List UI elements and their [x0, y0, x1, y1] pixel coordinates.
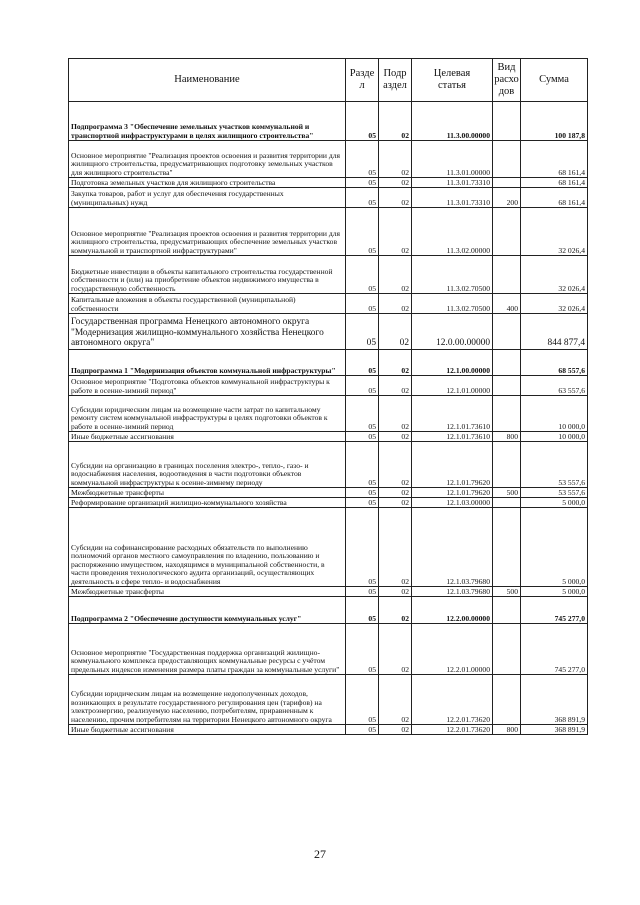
table-row: [69, 350, 588, 376]
row-podrazdel: 02: [379, 350, 412, 376]
row-podrazdel: 02: [379, 376, 412, 396]
row-vid-raskhodov: [493, 102, 521, 141]
row-name: Реформирование организаций жилищно-коммунального хозяйства: [69, 498, 346, 508]
row-tselevaya-statya: 11.3.01.73310: [412, 188, 493, 208]
table-row: [69, 597, 588, 624]
row-vid-raskhodov: [493, 376, 521, 396]
row-podrazdel: 02: [379, 587, 412, 597]
row-summa: 68 161,4: [521, 188, 588, 208]
row-razdel: 05: [346, 725, 379, 735]
table-row: [69, 396, 588, 432]
row-tselevaya-statya: 12.1.03.79680: [412, 587, 493, 597]
row-name: Подпрограмма 2 "Обеспечение доступности коммунальных услуг": [69, 597, 346, 624]
row-name: Межбюджетные трансферты: [69, 587, 346, 597]
row-razdel: 05: [346, 178, 379, 188]
row-vid-raskhodov: [493, 314, 521, 350]
row-name: Субсидии на организацию в границах поселения электро-, тепло-, газо- и водоснабжения населения, водоотведения в части подготовки объектов коммунальной инфраструктуры к осенне-зимнему периоду: [69, 442, 346, 488]
header-podrazdel: Подр аздел: [379, 59, 412, 102]
header-summa: Сумма: [521, 59, 588, 102]
row-podrazdel: 02: [379, 725, 412, 735]
row-razdel: 05: [346, 141, 379, 178]
row-podrazdel: 02: [379, 508, 412, 587]
row-summa: 5 000,0: [521, 587, 588, 597]
row-podrazdel: 02: [379, 102, 412, 141]
row-tselevaya-statya: 12.2.00.00000: [412, 597, 493, 624]
row-vid-raskhodov: [493, 178, 521, 188]
page-number: 27: [314, 847, 326, 861]
row-summa: 5 000,0: [521, 498, 588, 508]
row-summa: 844 877,4: [521, 314, 588, 350]
row-vid-raskhodov: 200: [493, 188, 521, 208]
row-podrazdel: 02: [379, 624, 412, 675]
row-name: Субсидии на софинансирование расходных обязательств по выполнению полномочий органов местного самоуправления по владению, пользованию и распоряжению имуществом, находящимся в муниципальной собственности, в части проведения технологического аудита организаций, осуществляющих деятельность в сфере тепло- и водоснабжения: [69, 508, 346, 587]
row-summa: 68 557,6: [521, 350, 588, 376]
row-razdel: 05: [346, 442, 379, 488]
row-name: Основное мероприятие "Реализация проектов освоения и развития территории для жилищного строительства, предусматривающих подготовку земельных участков для жилищного строительства": [69, 141, 346, 178]
row-podrazdel: 02: [379, 314, 412, 350]
row-name: Основное мероприятие "Реализация проектов освоения и развития территории для жилищного строительства, предусматривающих обеспечение земельных участков коммунальной и транспортной инфраструктурами": [69, 208, 346, 256]
row-podrazdel: 02: [379, 188, 412, 208]
row-summa: 68 161,4: [521, 178, 588, 188]
row-podrazdel: 02: [379, 294, 412, 314]
row-tselevaya-statya: 12.2.01.73620: [412, 675, 493, 725]
row-razdel: 05: [346, 350, 379, 376]
row-name: Государственная программа Ненецкого автономного округа "Модернизация жилищно-коммунального хозяйства Ненецкого автономного округа": [69, 314, 346, 350]
header-razdel: Разде л: [346, 59, 379, 102]
row-vid-raskhodov: [493, 597, 521, 624]
table-row: [69, 314, 588, 350]
row-vid-raskhodov: 400: [493, 294, 521, 314]
row-name: Подготовка земельных участков для жилищного строительства: [69, 178, 346, 188]
row-vid-raskhodov: [493, 675, 521, 725]
table-row: [69, 188, 588, 208]
row-name: Субсидии юридическим лицам на возмещение недополученных доходов, возникающих в результате государственного регулирования цен (тарифов) на электроэнергию, реализуемую населению, потребителям, приравненным к населению, прочим потребителям на территории Ненецкого автономного округа: [69, 675, 346, 725]
row-razdel: 05: [346, 294, 379, 314]
row-podrazdel: 02: [379, 488, 412, 498]
row-tselevaya-statya: 12.1.00.00000: [412, 350, 493, 376]
row-razdel: 05: [346, 597, 379, 624]
row-vid-raskhodov: [493, 208, 521, 256]
row-vid-raskhodov: [493, 508, 521, 587]
row-tselevaya-statya: 12.1.01.79620: [412, 442, 493, 488]
row-summa: 5 000,0: [521, 508, 588, 587]
row-summa: 68 161,4: [521, 141, 588, 178]
header-vid: Вид расхо дов: [493, 59, 521, 102]
row-summa: 100 187,8: [521, 102, 588, 141]
row-summa: 10 000,0: [521, 396, 588, 432]
table-row: [69, 294, 588, 314]
row-tselevaya-statya: 11.3.01.00000: [412, 141, 493, 178]
table-row: [69, 208, 588, 256]
header-name: Наименование: [69, 59, 346, 102]
row-name: Субсидии юридическим лицам на возмещение части затрат по капитальному ремонту систем коммунальной инфраструктуры в целях подготовки объектов к работе в осенне-зимний период: [69, 396, 346, 432]
table-row: [69, 675, 588, 725]
row-vid-raskhodov: 500: [493, 587, 521, 597]
row-tselevaya-statya: 11.3.00.00000: [412, 102, 493, 141]
row-name: Подпрограмма 1 "Модернизация объектов коммунальной инфраструктуры": [69, 350, 346, 376]
row-summa: 745 277,0: [521, 597, 588, 624]
row-summa: 745 277,0: [521, 624, 588, 675]
row-name: Основное мероприятие "Государственная поддержка организаций жилищно-коммунального комплекса предоставляющих коммунальные ресурсы с учётом предельных индексов изменения размера платы граждан за коммунальные услуги": [69, 624, 346, 675]
row-summa: 32 026,4: [521, 256, 588, 294]
table-row: [69, 488, 588, 498]
row-summa: 53 557,6: [521, 442, 588, 488]
row-razdel: 05: [346, 256, 379, 294]
row-razdel: 05: [346, 188, 379, 208]
table-row: [69, 376, 588, 396]
row-tselevaya-statya: 12.1.01.73610: [412, 396, 493, 432]
table-row: [69, 256, 588, 294]
header-row: [69, 59, 588, 102]
row-tselevaya-statya: 11.3.01.73310: [412, 178, 493, 188]
row-razdel: 05: [346, 624, 379, 675]
header-tselevaya: Целевая статья: [412, 59, 493, 102]
row-razdel: 05: [346, 587, 379, 597]
row-vid-raskhodov: [493, 256, 521, 294]
row-podrazdel: 02: [379, 432, 412, 442]
row-podrazdel: 02: [379, 178, 412, 188]
row-razdel: 05: [346, 102, 379, 141]
row-vid-raskhodov: [493, 624, 521, 675]
row-razdel: 05: [346, 488, 379, 498]
row-name: Капитальные вложения в объекты государственной (муниципальной) собственности: [69, 294, 346, 314]
table-row: [69, 178, 588, 188]
row-vid-raskhodov: [493, 442, 521, 488]
row-name: Иные бюджетные ассигнования: [69, 725, 346, 735]
row-vid-raskhodov: [493, 350, 521, 376]
row-podrazdel: 02: [379, 498, 412, 508]
row-summa: 368 891,9: [521, 675, 588, 725]
row-podrazdel: 02: [379, 396, 412, 432]
row-tselevaya-statya: 12.1.03.00000: [412, 498, 493, 508]
row-name: Закупка товаров, работ и услуг для обеспечения государственных (муниципальных) нужд: [69, 188, 346, 208]
row-summa: 63 557,6: [521, 376, 588, 396]
row-razdel: 05: [346, 432, 379, 442]
row-name: Подпрограмма 3 "Обеспечение земельных участков коммунальной и транспортной инфраструктурами в целях жилищного строительства": [69, 102, 346, 141]
row-tselevaya-statya: 12.2.01.00000: [412, 624, 493, 675]
row-summa: 32 026,4: [521, 294, 588, 314]
row-summa: 10 000,0: [521, 432, 588, 442]
row-name: Иные бюджетные ассигнования: [69, 432, 346, 442]
table-row: [69, 102, 588, 141]
row-vid-raskhodov: [493, 141, 521, 178]
row-tselevaya-statya: 12.1.01.73610: [412, 432, 493, 442]
table-row: [69, 141, 588, 178]
row-name: Бюджетные инвестиции в объекты капитального строительства государственной собственности и (или) на приобретение объектов недвижимого имущества в государственную собственность: [69, 256, 346, 294]
table-row: [69, 498, 588, 508]
row-podrazdel: 02: [379, 256, 412, 294]
row-razdel: 05: [346, 314, 379, 350]
row-name: Основное мероприятие "Подготовка объектов коммунальной инфраструктуры к работе в осенне-зимний период": [69, 376, 346, 396]
table-row: [69, 442, 588, 488]
row-summa: 32 026,4: [521, 208, 588, 256]
row-summa: 368 891,9: [521, 725, 588, 735]
table-row: [69, 624, 588, 675]
row-razdel: 05: [346, 396, 379, 432]
row-tselevaya-statya: 12.1.03.79680: [412, 508, 493, 587]
row-podrazdel: 02: [379, 141, 412, 178]
row-razdel: 05: [346, 508, 379, 587]
row-razdel: 05: [346, 498, 379, 508]
row-tselevaya-statya: 11.3.02.70500: [412, 294, 493, 314]
table-row: [69, 432, 588, 442]
row-summa: 53 557,6: [521, 488, 588, 498]
row-tselevaya-statya: 11.3.02.70500: [412, 256, 493, 294]
row-tselevaya-statya: 11.3.02.00000: [412, 208, 493, 256]
table-row: [69, 725, 588, 735]
row-tselevaya-statya: 12.1.01.79620: [412, 488, 493, 498]
row-name: Межбюджетные трансферты: [69, 488, 346, 498]
row-vid-raskhodov: 800: [493, 725, 521, 735]
row-podrazdel: 02: [379, 597, 412, 624]
budget-table: [68, 58, 588, 735]
row-razdel: 05: [346, 208, 379, 256]
row-vid-raskhodov: [493, 498, 521, 508]
row-tselevaya-statya: 12.2.01.73620: [412, 725, 493, 735]
row-razdel: 05: [346, 675, 379, 725]
row-razdel: 05: [346, 376, 379, 396]
row-vid-raskhodov: [493, 396, 521, 432]
row-tselevaya-statya: 12.0.00.00000: [412, 314, 493, 350]
row-vid-raskhodov: 800: [493, 432, 521, 442]
table-row: [69, 587, 588, 597]
row-vid-raskhodov: 500: [493, 488, 521, 498]
table-row: [69, 508, 588, 587]
row-podrazdel: 02: [379, 208, 412, 256]
row-tselevaya-statya: 12.1.01.00000: [412, 376, 493, 396]
row-podrazdel: 02: [379, 442, 412, 488]
row-podrazdel: 02: [379, 675, 412, 725]
